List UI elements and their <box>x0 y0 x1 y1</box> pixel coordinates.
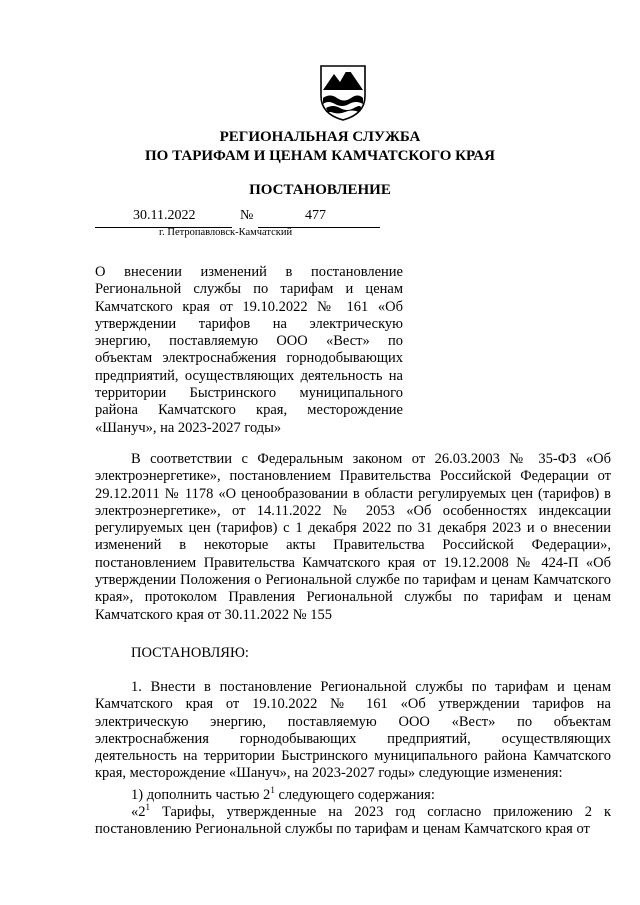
agency-name-line1: РЕГИОНАЛЬНАЯ СЛУЖБА <box>219 129 421 145</box>
preamble-paragraph: В соответствии с Федеральным законом от 26.03.2003 № 35-ФЗ «Об электроэнергетике», постановлением Правительства Российской Федерации от 29.12.2011 № 1178 «О ценообразовании в области регулируемых цен (тарифов) в электроэнергетике», от 14.11.2022 № 2053 «Об особенностях индексации регулируемых цен (тарифов) с 1 декабря 2022 по 31 декабря 2023 и о внесении изменений в некоторые акты Правительства Российской Федерации», постановлением Правительства Камчатского края от 19.12.2008 № 424-П «Об утверждении Положения о Региональной службе по тарифам и ценам Камчатского края», протоколом Правления Региональной службы по тарифам и ценам Камчатского края от 30.11.2022 № 155 <box>95 451 611 623</box>
part-2-1-text: «2 <box>131 804 146 820</box>
date-number-row <box>95 206 380 228</box>
document-subject: О внесении изменений в постановление Региональной службы по тарифам и ценам Камчатского края от 19.10.2022 № 161 «Об утверждении тарифов на электрическую энергию, поставляемую ООО «Вест» по объектам электроснабжения горнодобывающих предприятий, осуществляющих деятельность на территории Быстринского муниципального района Камчатского края, месторождение «Шануч», на 2023-2027 годы» <box>95 264 403 436</box>
subitem-1-superscript: 1 <box>270 785 275 796</box>
subitem-1-text-end: следующего содержания: <box>274 787 435 803</box>
coat-of-arms-icon <box>318 60 368 122</box>
subitem-1-paragraph <box>95 787 611 804</box>
city-caption: г. Петропавловск-Камчатский <box>159 227 293 238</box>
part-2-1-paragraph <box>95 804 611 839</box>
agency-name-line2: ПО ТАРИФАМ И ЦЕНАМ КАМЧАТСКОГО КРАЯ <box>145 148 495 164</box>
part-2-1-text-end: Тарифы, утвержденные на 2023 год согласно приложению 2 к постановлению Региональной службы по тарифам и ценам Камчатского края от <box>95 804 611 838</box>
item-1-paragraph: 1. Внести в постановление Региональной службы по тарифам и ценам Камчатского края от 19.10.2022 № 161 «Об утверждении тарифов на электрическую энергию, поставляемую ООО «Вест» по объектам электроснабжения горнодобывающих предприятий, осуществляющих деятельность на территории Быстринского муниципального района Камчатского края, месторождение «Шануч», на 2023-2027 годы» следующие изменения: <box>95 679 611 782</box>
document-type-title: ПОСТАНОВЛЕНИЕ <box>249 182 391 198</box>
document-number: 477 <box>305 208 326 223</box>
document-date: 30.11.2022 <box>133 208 196 223</box>
part-2-1-superscript: 1 <box>145 802 150 813</box>
decree-word: ПОСТАНОВЛЯЮ: <box>131 645 249 661</box>
number-sign: № <box>240 208 254 223</box>
subitem-1-text: 1) дополнить частью 2 <box>131 787 271 803</box>
